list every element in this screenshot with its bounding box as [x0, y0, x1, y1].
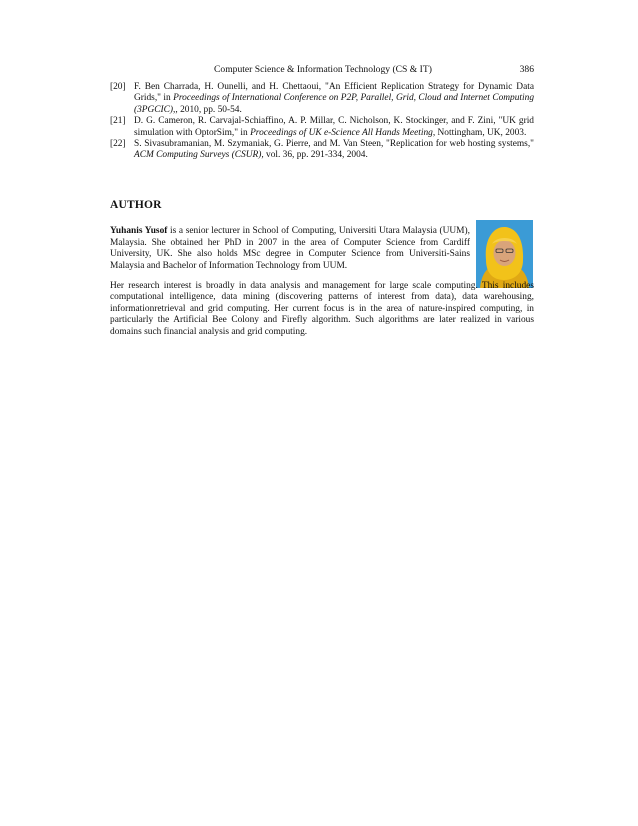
reference-number: [21] — [110, 116, 126, 127]
reference-text: F. Ben Charrada, H. Ounelli, and H. Chettaoui, "An Efficient Replication Strategy for Dynamic Data Grids," in — [134, 82, 534, 104]
reference-venue: Proceedings of International Conference on P2P, Parallel, Grid, Cloud and Internet Computing (3PGCIC), — [134, 93, 535, 115]
reference-details: , Nottingham, UK, 2003. — [432, 127, 527, 138]
journal-title: Computer Science & Information Technology (CS & IT) — [214, 64, 432, 75]
reference-list — [110, 82, 534, 162]
page-number: 386 — [519, 64, 534, 75]
author-portrait-graphic — [476, 220, 533, 288]
reference-details: , 2010, pp. 50-54. — [175, 104, 242, 115]
section-heading-author: AUTHOR — [110, 199, 162, 211]
reference-details: vol. 36, pp. 291-334, 2004. — [263, 150, 368, 161]
reference-item — [110, 116, 534, 139]
reference-text: S. Sivasubramanian, M. Szymaniak, G. Pierre, and M. Van Steen, "Replication for web hosting systems," — [134, 139, 534, 150]
reference-number: [22] — [110, 139, 126, 150]
reference-venue: Proceedings of UK e-Science All Hands Meeting — [250, 127, 433, 138]
photo-face — [494, 240, 516, 266]
reference-text: D. G. Cameron, R. Carvajal-Schiaffino, A. P. Millar, C. Nicholson, K. Stockinger, and F. Zini, "UK grid simulation with OptorSim," in — [134, 116, 534, 138]
running-header — [110, 64, 534, 78]
reference-venue: ACM Computing Surveys (CSUR), — [134, 150, 264, 161]
reference-item — [110, 139, 534, 162]
research-interests: Her research interest is broadly in data analysis and management for large scale computing. This includes computational intelligence, data mining (discovering patterns of interest from data), data warehousing, informationretrieval and grid computing. Her current focus is in the area of nature-inspired computing, in particularly the Artificial Bee Colony and Firefly algorithm. Such algorithms are later realized in various domains such financial analysis and grid computing. — [110, 281, 534, 337]
reference-item — [110, 82, 534, 116]
reference-number: [20] — [110, 82, 126, 92]
author-bio — [110, 226, 470, 272]
author-photo — [476, 220, 533, 288]
author-name: Yuhanis Yusof — [110, 226, 168, 236]
author-bio-text: is a senior lecturer in School of Computing, Universiti Utara Malaysia (UUM), Malaysia. She obtained her PhD in 2007 in the area of Computer Science from Cardiff University, UK. She also holds MSc degree in Computer Science from Universiti-Sains Malaysia and Bachelor of Information Technology from UUM. — [110, 226, 470, 271]
